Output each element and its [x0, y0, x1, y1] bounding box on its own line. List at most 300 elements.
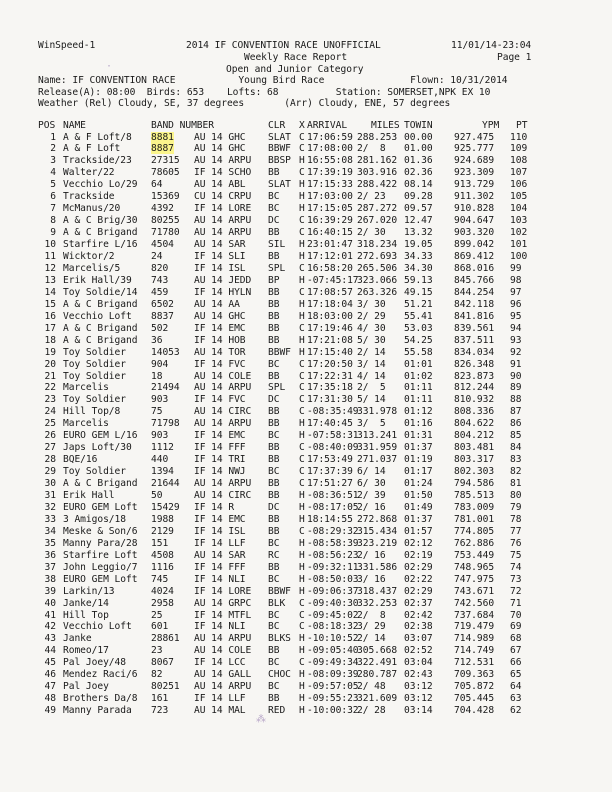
row-arrival: -07:45:17 — [307, 274, 359, 286]
weather-line: Weather (Rel) Cloudy, SE, 37 degrees (Arr) Cloudy, ENE, 57 degrees — [38, 98, 451, 109]
report-subtitle: Weekly Race Report — [244, 52, 348, 63]
row-ypm: 714.749 — [454, 645, 495, 657]
row-x-code: H — [299, 681, 305, 693]
row-position: 47 — [44, 681, 56, 693]
row-miles: 315.434 — [357, 525, 398, 537]
row-band-org: AU 14 MAL — [194, 705, 246, 717]
row-ypm: 804.622 — [454, 418, 495, 430]
row-miles: 2/ 16 — [357, 501, 386, 513]
row-ypm: 841.816 — [454, 310, 495, 322]
row-points: 85 — [510, 430, 522, 442]
row-towin: 01:02 — [404, 370, 433, 382]
row-position: 42 — [44, 621, 56, 633]
row-x-code: H — [299, 669, 305, 681]
row-points: 90 — [510, 370, 522, 382]
row-miles: 2/ 16 — [357, 549, 386, 561]
row-points: 105 — [510, 191, 528, 203]
row-loft-name: A & C Brig/30 — [63, 215, 138, 227]
row-color: BBWF — [268, 143, 291, 155]
row-band-org: IF 14 HOB — [194, 334, 246, 346]
row-arrival: -08:36:51 — [307, 490, 359, 501]
row-miles: 331.978 — [357, 406, 398, 418]
row-x-code: H — [299, 549, 305, 561]
row-position: 15 — [44, 298, 56, 310]
row-arrival: 17:08:00 — [307, 143, 353, 155]
row-position: 13 — [44, 274, 56, 286]
row-band-number: 6502 — [151, 298, 174, 310]
row-position: 10 — [44, 239, 56, 251]
row-x-code: H — [299, 203, 305, 215]
row-arrival: 17:39:19 — [307, 167, 353, 179]
row-color: BC — [268, 537, 280, 549]
row-band-number: 18 — [151, 370, 163, 382]
row-color: BB — [268, 406, 280, 418]
row-towin: 51.21 — [404, 298, 433, 310]
row-position: 39 — [44, 585, 56, 597]
row-miles: 323.066 — [357, 274, 398, 286]
row-points: 97 — [510, 286, 522, 298]
row-x-code: H — [299, 191, 305, 203]
row-position: 35 — [44, 537, 56, 549]
row-position: 46 — [44, 669, 56, 681]
row-points: 65 — [510, 669, 522, 681]
row-color: SLAT — [268, 179, 291, 191]
row-position: 49 — [44, 705, 56, 717]
row-band-number: 459 — [151, 286, 169, 298]
row-loft-name: Brothers Da/8 — [63, 693, 138, 705]
row-loft-name: Starfire Loft — [63, 549, 138, 561]
row-band-number: 8837 — [151, 310, 174, 322]
row-miles: 318.437 — [357, 585, 398, 597]
row-band-org: AU 14 ARPU — [194, 681, 252, 693]
row-x-code: C — [299, 227, 305, 239]
row-ypm: 742.560 — [454, 597, 495, 609]
row-band-number: 904 — [151, 358, 169, 370]
row-x-code: H — [299, 179, 305, 191]
row-ypm: 785.513 — [454, 490, 495, 501]
row-band-number: 15369 — [151, 191, 180, 203]
row-arrival: 17:21:08 — [307, 334, 353, 346]
row-loft-name: Erik Hall/39 — [63, 274, 132, 286]
row-band-org: AU 14 ARPU — [194, 215, 252, 227]
row-color: RC — [268, 549, 280, 561]
row-color: BB — [268, 322, 280, 334]
row-arrival: 17:12:01 — [307, 251, 353, 262]
row-points: 80 — [510, 490, 522, 501]
row-color: BB — [268, 561, 280, 573]
row-points: 70 — [510, 609, 522, 621]
row-miles: 265.506 — [357, 262, 398, 274]
row-band-number: 14053 — [151, 346, 180, 358]
release-line: Release(A): 08:00 Birds: 653 Lofts: 68 Station: SOMERSET,NPK EX 10 — [38, 87, 491, 98]
row-towin: 02:29 — [404, 561, 433, 573]
row-position: 19 — [44, 346, 56, 358]
row-arrival: 17:15:33 — [307, 179, 353, 191]
row-color: SLAT — [268, 131, 291, 143]
row-x-code: C — [299, 454, 305, 466]
row-arrival: 17:22:31 — [307, 370, 353, 382]
row-color: BC — [268, 191, 280, 203]
row-x-code: C — [299, 657, 305, 669]
row-loft-name: Larkin/13 — [63, 585, 115, 597]
row-position: 11 — [44, 251, 56, 262]
row-arrival: 17:18:04 — [307, 298, 353, 310]
row-points: 94 — [510, 322, 522, 334]
row-band-number: 2129 — [151, 525, 174, 537]
row-x-code: H — [299, 430, 305, 442]
row-towin: 02:52 — [404, 645, 433, 657]
row-towin: 49.15 — [404, 286, 433, 298]
row-towin: 01.00 — [404, 143, 433, 155]
row-color: RED — [268, 705, 286, 717]
row-miles: 2/ 8 — [357, 609, 386, 621]
row-arrival: 17:15:05 — [307, 203, 353, 215]
row-points: 107 — [510, 167, 528, 179]
row-arrival: -09:55:23 — [307, 693, 359, 705]
row-band-org: AU 14 ARPU — [194, 382, 252, 394]
row-x-code: H — [299, 346, 305, 358]
row-arrival: -09:45:02 — [307, 609, 359, 621]
row-ypm: 837.511 — [454, 334, 495, 346]
row-arrival: -08:17:05 — [307, 501, 359, 513]
row-ypm: 719.479 — [454, 621, 495, 633]
row-ypm: 714.989 — [454, 633, 495, 645]
row-band-number: 82 — [151, 669, 163, 681]
row-position: 22 — [44, 382, 56, 394]
row-color: BC — [268, 358, 280, 370]
row-towin: 01:11 — [404, 394, 433, 406]
row-loft-name: Janke — [63, 633, 92, 645]
row-arrival: -10:00:32 — [307, 705, 359, 717]
row-loft-name: Trackside/23 — [63, 155, 132, 167]
row-towin: 55.58 — [404, 346, 433, 358]
row-towin: 01:37 — [404, 513, 433, 525]
row-band-number: 903 — [151, 394, 169, 406]
row-band-number: 27315 — [151, 155, 180, 167]
row-color: BB — [268, 298, 280, 310]
row-position: 33 — [44, 513, 56, 525]
row-points: 86 — [510, 418, 522, 430]
row-points: 92 — [510, 346, 522, 358]
row-points: 64 — [510, 681, 522, 693]
row-position: 41 — [44, 609, 56, 621]
row-x-code: H — [299, 418, 305, 430]
row-miles: 5/ 14 — [357, 394, 386, 406]
row-position: 40 — [44, 597, 56, 609]
row-x-code: C — [299, 262, 305, 274]
row-x-code: C — [299, 406, 305, 418]
row-points: 75 — [510, 549, 522, 561]
row-arrival: -08:50:03 — [307, 573, 359, 585]
row-band-org: AU 14 CIRC — [194, 490, 252, 501]
row-band-org: IF 14 SLI — [194, 251, 246, 262]
row-miles: 2/ 29 — [357, 310, 386, 322]
row-towin: 01:57 — [404, 525, 433, 537]
row-band-number: 23 — [151, 645, 163, 657]
row-towin: 01:49 — [404, 501, 433, 513]
row-arrival: -08:40:09 — [307, 442, 359, 454]
row-position: 12 — [44, 262, 56, 274]
row-position: 6 — [50, 191, 56, 203]
row-towin: 12.47 — [404, 215, 433, 227]
row-points: 76 — [510, 537, 522, 549]
row-band-number: 601 — [151, 621, 169, 633]
column-header-pt: PT — [516, 120, 528, 131]
race-name-line: Name: IF CONVENTION RACE Young Bird Race Flown: 10/31/2014 — [38, 75, 508, 86]
row-towin: 19.05 — [404, 239, 433, 251]
row-ypm: 812.244 — [454, 382, 495, 394]
row-loft-name: Manny Parada — [63, 705, 132, 717]
row-ypm: 737.684 — [454, 609, 495, 621]
row-x-code: H — [299, 239, 305, 251]
row-loft-name: EURO GEM L/16 — [63, 430, 138, 442]
row-position: 30 — [44, 478, 56, 490]
row-towin: 02.36 — [404, 167, 433, 179]
row-band-number: 4392 — [151, 203, 174, 215]
row-miles: 271.037 — [357, 454, 398, 466]
program-name: WinSpeed-1 — [38, 40, 96, 51]
row-points: 78 — [510, 513, 522, 525]
row-loft-name: Janke/14 — [63, 597, 109, 609]
row-arrival: -09:06:37 — [307, 585, 359, 597]
row-ypm: 913.729 — [454, 179, 495, 191]
row-loft-name: Toy Soldier — [63, 358, 126, 370]
row-towin: 02:42 — [404, 609, 433, 621]
row-band-number: 64 — [151, 179, 163, 191]
row-ypm: 927.475 — [454, 131, 495, 143]
row-miles: 2/ 8 — [357, 143, 386, 155]
row-loft-name: Toy Soldier — [63, 394, 126, 406]
row-towin: 02:37 — [404, 597, 433, 609]
row-arrival: 23:01:47 — [307, 239, 353, 251]
row-color: BB — [268, 370, 280, 382]
row-towin: 01:37 — [404, 442, 433, 454]
row-ypm: 794.586 — [454, 478, 495, 490]
row-band-org: AU 14 GHC — [194, 131, 246, 143]
row-band-org: AU 14 ABL — [194, 179, 246, 191]
row-towin: 09.28 — [404, 191, 433, 203]
row-band-number: 1112 — [151, 442, 174, 454]
row-ypm: 705.445 — [454, 693, 495, 705]
row-arrival: 16:58:20 — [307, 262, 353, 274]
row-miles: 303.916 — [357, 167, 398, 179]
row-x-code: H — [299, 645, 305, 657]
row-color: DC — [268, 215, 280, 227]
row-color: BLKS — [268, 633, 291, 645]
row-color: SPL — [268, 262, 286, 274]
row-towin: 03:12 — [404, 693, 433, 705]
row-ypm: 712.531 — [454, 657, 495, 669]
row-position: 48 — [44, 693, 56, 705]
row-loft-name: BQE/16 — [63, 454, 98, 466]
row-ypm: 808.336 — [454, 406, 495, 418]
row-x-code: C — [299, 442, 305, 454]
row-arrival: -08:18:32 — [307, 621, 359, 633]
row-band-org: IF 14 NLI — [194, 573, 246, 585]
row-x-code: H — [299, 501, 305, 513]
row-position: 28 — [44, 454, 56, 466]
row-color: BC — [268, 657, 280, 669]
row-miles: 2/ 14 — [357, 346, 386, 358]
row-band-org: AU 14 ARPU — [194, 227, 252, 239]
row-band-number: 2958 — [151, 597, 174, 609]
row-ypm: 899.042 — [454, 239, 495, 251]
row-position: 17 — [44, 322, 56, 334]
row-band-org: IF 14 R — [194, 501, 235, 513]
row-x-code: C — [299, 597, 305, 609]
row-miles: 4/ 14 — [357, 370, 386, 382]
row-color: BB — [268, 167, 280, 179]
row-loft-name: A & C Brigand — [63, 227, 138, 239]
row-points: 62 — [510, 705, 522, 717]
row-x-code: H — [299, 155, 305, 167]
row-band-number: 1988 — [151, 513, 174, 525]
row-x-code: C — [299, 478, 305, 490]
row-ypm: 747.975 — [454, 573, 495, 585]
row-points: 89 — [510, 382, 522, 394]
row-band-org: AU 14 JEDD — [194, 274, 252, 286]
row-position: 1 — [50, 131, 56, 143]
row-loft-name: Walter/22 — [63, 167, 115, 179]
row-miles: 2/ 23 — [357, 191, 386, 203]
row-position: 5 — [50, 179, 56, 191]
row-towin: 53.03 — [404, 322, 433, 334]
row-position: 4 — [50, 167, 56, 179]
row-band-number: 15429 — [151, 501, 180, 513]
row-points: 104 — [510, 203, 528, 215]
row-band-org: IF 14 ISL — [194, 262, 246, 274]
row-arrival: 17:19:46 — [307, 322, 353, 334]
row-x-code: H — [299, 298, 305, 310]
row-points: 88 — [510, 394, 522, 406]
row-band-org: AU 14 SAR — [194, 549, 246, 561]
row-color: BB — [268, 251, 280, 262]
row-loft-name: Romeo/17 — [63, 645, 109, 657]
row-band-number: 743 — [151, 274, 169, 286]
row-towin: 01:50 — [404, 490, 433, 501]
row-loft-name: Marcelis — [63, 418, 109, 430]
row-towin: 34.33 — [404, 251, 433, 262]
row-ypm: 845.766 — [454, 274, 495, 286]
row-ypm: 925.777 — [454, 143, 495, 155]
row-x-code: C — [299, 394, 305, 406]
row-band-number: 723 — [151, 705, 169, 717]
row-towin: 01:31 — [404, 430, 433, 442]
row-position: 20 — [44, 358, 56, 370]
row-loft-name: Manny Para/28 — [63, 537, 138, 549]
column-header-miles: MILES — [371, 120, 400, 131]
row-position: 9 — [50, 227, 56, 239]
row-band-number: 4024 — [151, 585, 174, 597]
row-loft-name: Trackside — [63, 191, 115, 203]
column-header-x: X — [299, 120, 305, 131]
row-band-org: IF 14 SCHO — [194, 167, 252, 179]
row-position: 32 — [44, 501, 56, 513]
row-points: 100 — [510, 251, 528, 262]
row-towin: 01:16 — [404, 418, 433, 430]
row-arrival: 16:40:15 — [307, 227, 353, 239]
row-band-number: 80251 — [151, 681, 180, 693]
row-position: 44 — [44, 645, 56, 657]
row-color: BP — [268, 274, 280, 286]
row-arrival: 17:51:27 — [307, 478, 353, 490]
row-position: 45 — [44, 657, 56, 669]
row-x-code: H — [299, 537, 305, 549]
row-x-code: C — [299, 143, 305, 155]
row-arrival: 17:15:40 — [307, 346, 353, 358]
row-color: BB — [268, 525, 280, 537]
row-band-org: AU 14 GALL — [194, 669, 252, 681]
row-arrival: -08:09:39 — [307, 669, 359, 681]
row-towin: 01.36 — [404, 155, 433, 167]
row-band-org: AU 14 ARPU — [194, 155, 252, 167]
row-loft-name: Toy Soldier — [63, 370, 126, 382]
row-towin: 03:07 — [404, 633, 433, 645]
row-position: 23 — [44, 394, 56, 406]
row-miles: 3/ 16 — [357, 573, 386, 585]
row-towin: 02:43 — [404, 669, 433, 681]
row-loft-name: A & C Brigand — [63, 298, 138, 310]
row-towin: 00.00 — [404, 131, 433, 143]
row-points: 66 — [510, 657, 522, 669]
row-miles: 263.326 — [357, 286, 398, 298]
row-x-code: C — [299, 466, 305, 478]
row-band-org: IF 14 LLF — [194, 537, 246, 549]
row-ypm: 709.363 — [454, 669, 495, 681]
row-x-code: C — [299, 358, 305, 370]
row-miles: 2/ 14 — [357, 633, 386, 645]
row-loft-name: Starfire L/16 — [63, 239, 138, 251]
row-band-org: AU 14 TOR — [194, 346, 246, 358]
row-color: DC — [268, 394, 280, 406]
row-loft-name: EURO GEM Loft — [63, 501, 138, 513]
column-header-ypm: YPM — [482, 120, 500, 131]
row-towin: 01:01 — [404, 358, 433, 370]
row-band-number: 71780 — [151, 227, 180, 239]
row-position: 25 — [44, 418, 56, 430]
row-points: 79 — [510, 501, 522, 513]
row-position: 29 — [44, 466, 56, 478]
row-ypm: 826.348 — [454, 358, 495, 370]
row-x-code: H — [299, 633, 305, 645]
row-color: BC — [268, 466, 280, 478]
row-x-code: C — [299, 286, 305, 298]
row-color: BB — [268, 693, 280, 705]
row-towin: 03:14 — [404, 705, 433, 717]
row-band-org: AU 14 GRPC — [194, 597, 252, 609]
row-color: SPL — [268, 382, 286, 394]
row-loft-name: 3 Amigos/18 — [63, 513, 126, 525]
row-color: BC — [268, 609, 280, 621]
row-ypm: 762.886 — [454, 537, 495, 549]
row-x-code: C — [299, 131, 305, 143]
column-header-pos: POS — [38, 120, 56, 131]
row-band-org: IF 14 FFF — [194, 561, 246, 573]
row-color: BB — [268, 513, 280, 525]
row-arrival: 16:55:08 — [307, 155, 353, 167]
row-color: BLK — [268, 597, 286, 609]
row-miles: 2/ 39 — [357, 490, 386, 501]
report-datetime: 11/01/14-23:04 — [451, 40, 532, 51]
column-header-towin: TOWIN — [404, 120, 433, 131]
row-color: BBSP — [268, 155, 291, 167]
row-miles: 6/ 30 — [357, 478, 386, 490]
row-band-org: AU 14 CIRC — [194, 406, 252, 418]
row-miles: 331.586 — [357, 561, 398, 573]
row-loft-name: Toy Soldie/14 — [63, 286, 138, 298]
row-loft-name: A & C Brigand — [63, 478, 138, 490]
row-points: 71 — [510, 597, 522, 609]
